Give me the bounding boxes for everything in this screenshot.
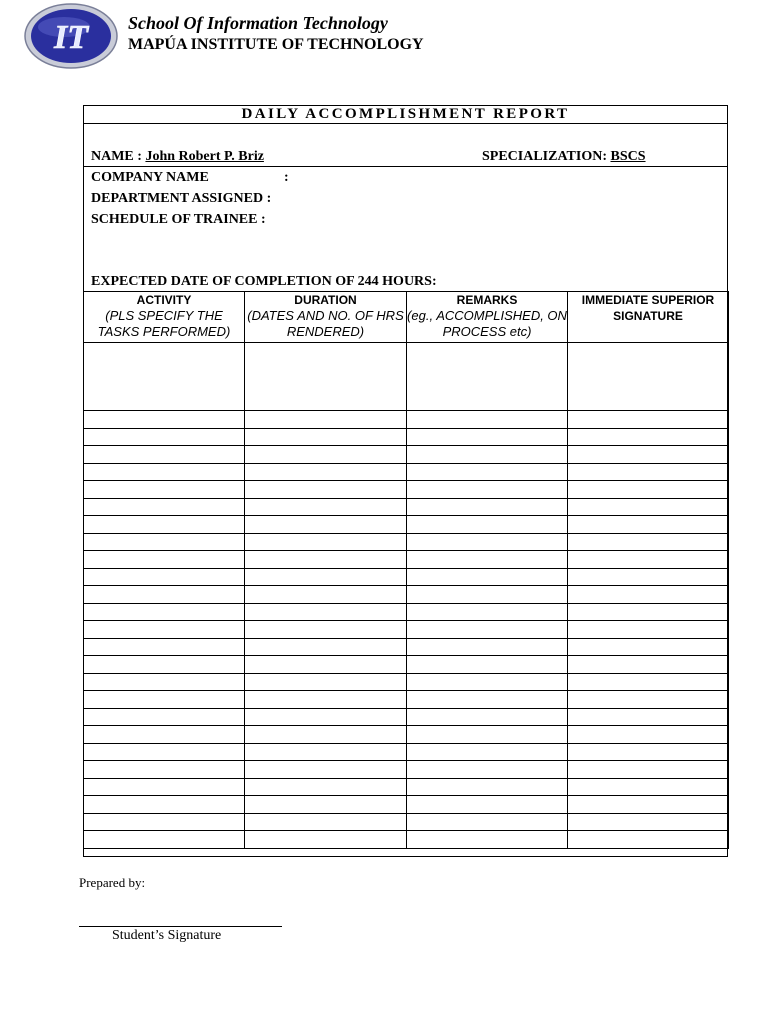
table-cell[interactable] bbox=[568, 568, 729, 586]
table-cell[interactable] bbox=[84, 551, 245, 569]
table-cell[interactable] bbox=[245, 656, 407, 674]
table-cell[interactable] bbox=[245, 516, 407, 534]
table-row bbox=[84, 551, 729, 569]
institute-name: MAPÚA INSTITUTE OF TECHNOLOGY bbox=[128, 36, 424, 53]
col-remarks-header: REMARKS (eg., ACCOMPLISHED, ON PROCESS etc) bbox=[407, 292, 568, 343]
table-cell[interactable] bbox=[245, 831, 407, 849]
table-cell[interactable] bbox=[84, 813, 245, 831]
table-cell[interactable] bbox=[245, 411, 407, 429]
schedule-label: SCHEDULE OF TRAINEE : bbox=[91, 212, 266, 227]
table-cell[interactable] bbox=[245, 568, 407, 586]
table-row bbox=[84, 708, 729, 726]
department-label: DEPARTMENT ASSIGNED : bbox=[91, 191, 272, 206]
table-cell[interactable] bbox=[568, 586, 729, 604]
table-cell[interactable] bbox=[245, 551, 407, 569]
table-cell[interactable] bbox=[407, 446, 568, 464]
table-cell[interactable] bbox=[407, 551, 568, 569]
table-cell[interactable] bbox=[407, 691, 568, 709]
table-cell[interactable] bbox=[84, 481, 245, 499]
table-cell[interactable] bbox=[568, 726, 729, 744]
table-cell[interactable] bbox=[407, 638, 568, 656]
table-cell[interactable] bbox=[568, 831, 729, 849]
table-cell[interactable] bbox=[407, 743, 568, 761]
table-cell[interactable] bbox=[245, 533, 407, 551]
table-cell[interactable] bbox=[568, 673, 729, 691]
table-cell[interactable] bbox=[245, 586, 407, 604]
table-cell[interactable] bbox=[84, 726, 245, 744]
table-cell[interactable] bbox=[568, 603, 729, 621]
table-cell[interactable] bbox=[84, 743, 245, 761]
table-cell[interactable] bbox=[568, 411, 729, 429]
table-row bbox=[84, 743, 729, 761]
table-cell[interactable] bbox=[407, 498, 568, 516]
table-row bbox=[84, 831, 729, 849]
company-label: COMPANY NAME bbox=[91, 170, 209, 185]
student-signature-label: Student’s Signature bbox=[112, 928, 222, 943]
table-cell[interactable] bbox=[84, 498, 245, 516]
table-cell[interactable] bbox=[407, 621, 568, 639]
table-cell[interactable] bbox=[568, 343, 729, 411]
table-row bbox=[84, 673, 729, 691]
table-cell[interactable] bbox=[245, 343, 407, 411]
table-cell[interactable] bbox=[245, 638, 407, 656]
table-cell[interactable] bbox=[407, 778, 568, 796]
col-signature-header: IMMEDIATE SUPERIOR SIGNATURE bbox=[568, 292, 729, 343]
table-cell[interactable] bbox=[245, 673, 407, 691]
table-row bbox=[84, 813, 729, 831]
table-cell[interactable] bbox=[568, 638, 729, 656]
table-cell[interactable] bbox=[84, 761, 245, 779]
table-cell[interactable] bbox=[245, 726, 407, 744]
table-cell[interactable] bbox=[84, 411, 245, 429]
col-duration-header: DURATION (DATES AND NO. OF HRS RENDERED) bbox=[245, 292, 407, 343]
table-row bbox=[84, 568, 729, 586]
table-cell[interactable] bbox=[245, 778, 407, 796]
prepared-by-label: Prepared by: bbox=[79, 875, 146, 890]
table-cell[interactable] bbox=[407, 533, 568, 551]
table-row bbox=[84, 463, 729, 481]
divider bbox=[84, 166, 727, 167]
table-cell[interactable] bbox=[84, 708, 245, 726]
table-row bbox=[84, 778, 729, 796]
table-cell[interactable] bbox=[84, 586, 245, 604]
table-cell[interactable] bbox=[407, 516, 568, 534]
report-form bbox=[83, 105, 728, 857]
table-cell[interactable] bbox=[245, 743, 407, 761]
table-cell[interactable] bbox=[568, 656, 729, 674]
table-cell[interactable] bbox=[84, 673, 245, 691]
table-cell[interactable] bbox=[245, 498, 407, 516]
table-cell[interactable] bbox=[84, 428, 245, 446]
table-cell[interactable] bbox=[407, 411, 568, 429]
table-row bbox=[84, 621, 729, 639]
table-cell[interactable] bbox=[84, 463, 245, 481]
table-cell[interactable] bbox=[245, 813, 407, 831]
name-value: John Robert P. Briz bbox=[145, 149, 264, 164]
expected-completion-label: EXPECTED DATE OF COMPLETION OF 244 HOURS: bbox=[91, 274, 437, 289]
table-cell[interactable] bbox=[84, 831, 245, 849]
table-cell[interactable] bbox=[84, 516, 245, 534]
table-cell[interactable] bbox=[245, 463, 407, 481]
table-cell[interactable] bbox=[568, 463, 729, 481]
table-cell[interactable] bbox=[245, 761, 407, 779]
table-cell[interactable] bbox=[245, 481, 407, 499]
table-header-row bbox=[84, 292, 729, 343]
table-cell[interactable] bbox=[568, 743, 729, 761]
table-cell[interactable] bbox=[568, 516, 729, 534]
table-cell[interactable] bbox=[568, 621, 729, 639]
specialization-value: BSCS bbox=[610, 149, 646, 164]
table-cell[interactable] bbox=[84, 568, 245, 586]
table-row bbox=[84, 638, 729, 656]
table-cell[interactable] bbox=[407, 796, 568, 814]
specialization-row bbox=[482, 148, 646, 165]
table-cell[interactable] bbox=[568, 498, 729, 516]
table-cell[interactable] bbox=[245, 796, 407, 814]
table-cell[interactable] bbox=[407, 603, 568, 621]
table-cell[interactable] bbox=[407, 831, 568, 849]
table-cell[interactable] bbox=[568, 428, 729, 446]
table-cell[interactable] bbox=[568, 446, 729, 464]
table-cell[interactable] bbox=[84, 621, 245, 639]
table-cell[interactable] bbox=[568, 778, 729, 796]
table-body bbox=[84, 343, 729, 849]
table-cell[interactable] bbox=[245, 621, 407, 639]
table-cell[interactable] bbox=[245, 708, 407, 726]
table-cell[interactable] bbox=[407, 463, 568, 481]
table-row bbox=[84, 498, 729, 516]
table-cell[interactable] bbox=[84, 796, 245, 814]
table-row bbox=[84, 691, 729, 709]
table-cell[interactable] bbox=[568, 708, 729, 726]
table-row bbox=[84, 656, 729, 674]
col-activity-header: ACTIVITY (PLS SPECIFY THE TASKS PERFORMED) bbox=[84, 292, 245, 343]
specialization-label: SPECIALIZATION: bbox=[482, 149, 611, 164]
table-cell[interactable] bbox=[245, 428, 407, 446]
company-colon: : bbox=[284, 170, 289, 185]
table-cell[interactable] bbox=[245, 446, 407, 464]
table-cell[interactable] bbox=[84, 343, 245, 411]
table-cell[interactable] bbox=[568, 691, 729, 709]
table-cell[interactable] bbox=[568, 551, 729, 569]
table-row bbox=[84, 428, 729, 446]
table-cell[interactable] bbox=[84, 691, 245, 709]
table-row bbox=[84, 446, 729, 464]
school-name: School Of Information Technology bbox=[128, 13, 388, 33]
table-cell[interactable] bbox=[568, 813, 729, 831]
table-row bbox=[84, 481, 729, 499]
table-cell[interactable] bbox=[407, 428, 568, 446]
table-cell[interactable] bbox=[568, 761, 729, 779]
table-row bbox=[84, 533, 729, 551]
table-cell[interactable] bbox=[568, 796, 729, 814]
table-cell[interactable] bbox=[84, 656, 245, 674]
report-title: DAILY ACCOMPLISHMENT REPORT bbox=[84, 106, 727, 124]
name-row bbox=[91, 148, 264, 165]
school-logo bbox=[24, 3, 118, 69]
table-cell[interactable] bbox=[245, 691, 407, 709]
table-cell[interactable] bbox=[407, 673, 568, 691]
table-cell[interactable] bbox=[407, 761, 568, 779]
table-cell[interactable] bbox=[568, 481, 729, 499]
table-cell[interactable] bbox=[407, 586, 568, 604]
activity-table bbox=[83, 291, 729, 849]
table-row bbox=[84, 796, 729, 814]
table-row bbox=[84, 411, 729, 429]
logo-lettering: IT bbox=[54, 19, 88, 56]
table-cell[interactable] bbox=[84, 533, 245, 551]
table-cell[interactable] bbox=[407, 708, 568, 726]
table-cell[interactable] bbox=[407, 813, 568, 831]
table-cell[interactable] bbox=[84, 638, 245, 656]
table-cell[interactable] bbox=[407, 481, 568, 499]
table-row bbox=[84, 726, 729, 744]
table-row bbox=[84, 343, 729, 411]
table-cell[interactable] bbox=[407, 568, 568, 586]
table-cell[interactable] bbox=[84, 778, 245, 796]
table-row bbox=[84, 586, 729, 604]
table-cell[interactable] bbox=[568, 533, 729, 551]
table-cell[interactable] bbox=[407, 726, 568, 744]
table-cell[interactable] bbox=[245, 603, 407, 621]
name-label: NAME : bbox=[91, 149, 146, 164]
table-row bbox=[84, 516, 729, 534]
table-cell[interactable] bbox=[84, 446, 245, 464]
table-cell[interactable] bbox=[407, 656, 568, 674]
table-row bbox=[84, 761, 729, 779]
table-row bbox=[84, 603, 729, 621]
table-cell[interactable] bbox=[84, 603, 245, 621]
table-cell[interactable] bbox=[407, 343, 568, 411]
